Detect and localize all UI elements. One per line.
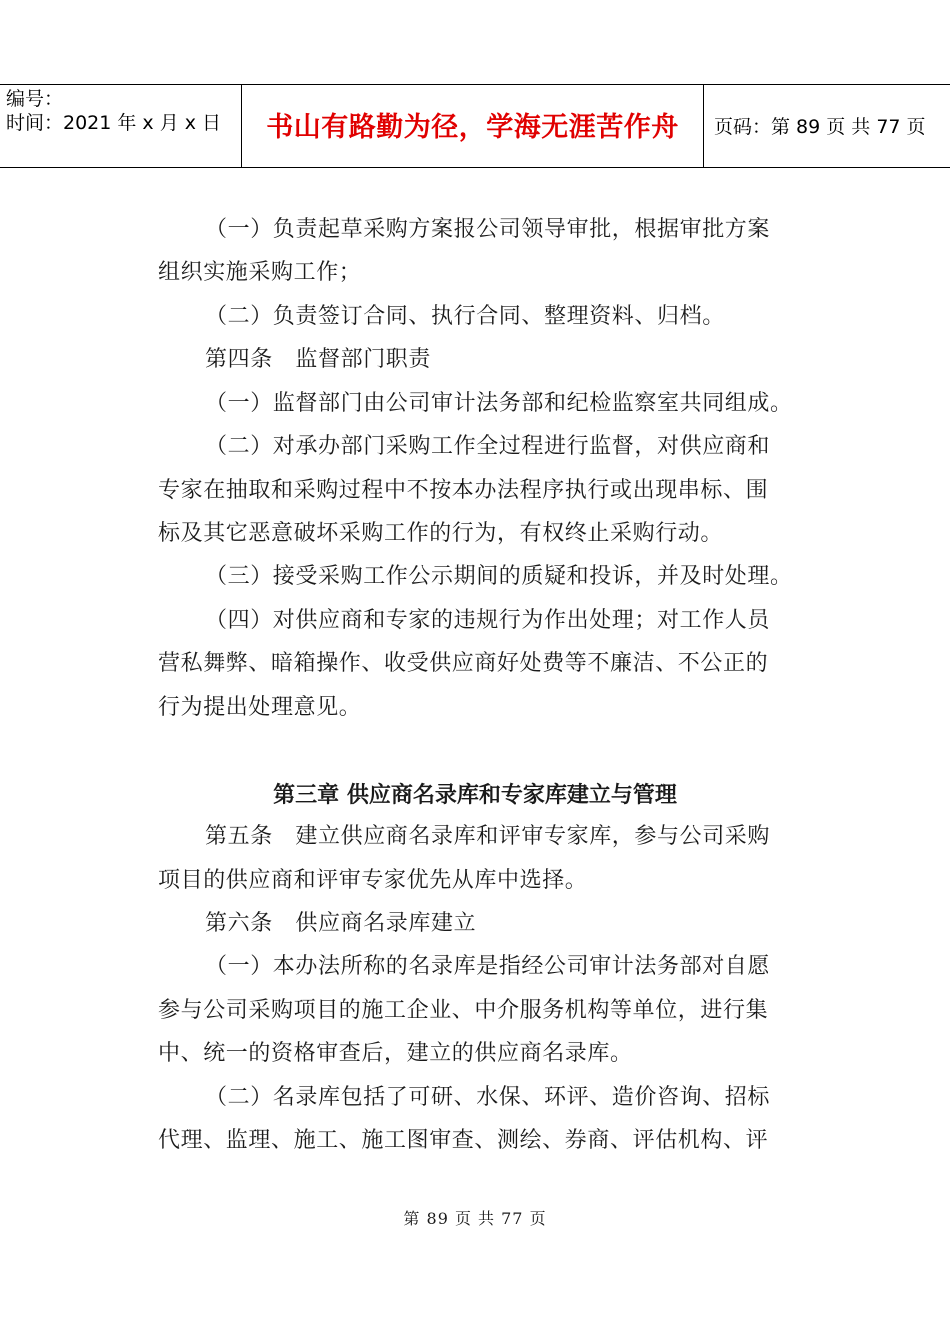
paragraph-line: 行为提出处理意见。 [158, 695, 362, 720]
article-heading: 第六条 供应商名录库建立 [205, 911, 477, 936]
page-header [0, 84, 950, 168]
paragraph-line: 专家在抽取和采购过程中不按本办法程序执行或出现串标、围 [158, 478, 769, 503]
page-footer: 第 89 页 共 77 页 [403, 1209, 547, 1228]
header-page-cell [704, 85, 950, 167]
date-label: 时间：2021 年 x 月 x 日 [6, 112, 222, 134]
paragraph-line: （一）监督部门由公司审计法务部和纪检监察室共同组成。 [205, 391, 793, 416]
paragraph-line: （一）负责起草采购方案报公司领导审批，根据审批方案 [205, 217, 771, 242]
paragraph-line: （一）本办法所称的名录库是指经公司审计法务部对自愿 [205, 954, 771, 979]
header-motto-cell [242, 85, 704, 167]
paragraph-line: 代理、监理、施工、施工图审查、测绘、券商、评估机构、评 [158, 1128, 769, 1153]
paragraph-line: 中、统一的资格审查后，建立的供应商名录库。 [158, 1041, 633, 1066]
paragraph-line: 组织实施采购工作； [158, 260, 362, 285]
paragraph-line: 项目的供应商和评审专家优先从库中选择。 [158, 868, 588, 893]
page-code: 页码：第 89 页 共 77 页 [714, 116, 926, 138]
motto-text: 书山有路勤为径，学海无涯苦作舟 [266, 112, 679, 143]
serial-number-label: 编号： [6, 88, 64, 110]
paragraph-line: （二）对承办部门采购工作全过程进行监督，对供应商和 [205, 434, 771, 459]
paragraph-line: （四）对供应商和专家的违规行为作出处理；对工作人员 [205, 608, 771, 633]
paragraph-line: 标及其它恶意破坏采购工作的行为，有权终止采购行动。 [158, 521, 724, 546]
paragraph-line: （二）负责签订合同、执行合同、整理资料、归档。 [205, 304, 725, 329]
chapter-title: 第三章 供应商名录库和专家库建立与管理 [273, 782, 677, 808]
paragraph-line: 营私舞弊、暗箱操作、收受供应商好处费等不廉洁、不公正的 [158, 651, 769, 676]
article-heading: 第四条 监督部门职责 [205, 347, 432, 372]
article-heading: 第五条 建立供应商名录库和评审专家库，参与公司采购 [205, 824, 771, 849]
header-info-cell [0, 85, 242, 167]
paragraph-line: （三）接受采购工作公示期间的质疑和投诉，并及时处理。 [205, 564, 793, 589]
paragraph-line: （二）名录库包括了可研、水保、环评、造价咨询、招标 [205, 1085, 771, 1110]
paragraph-line: 参与公司采购项目的施工企业、中介服务机构等单位，进行集 [158, 998, 769, 1023]
